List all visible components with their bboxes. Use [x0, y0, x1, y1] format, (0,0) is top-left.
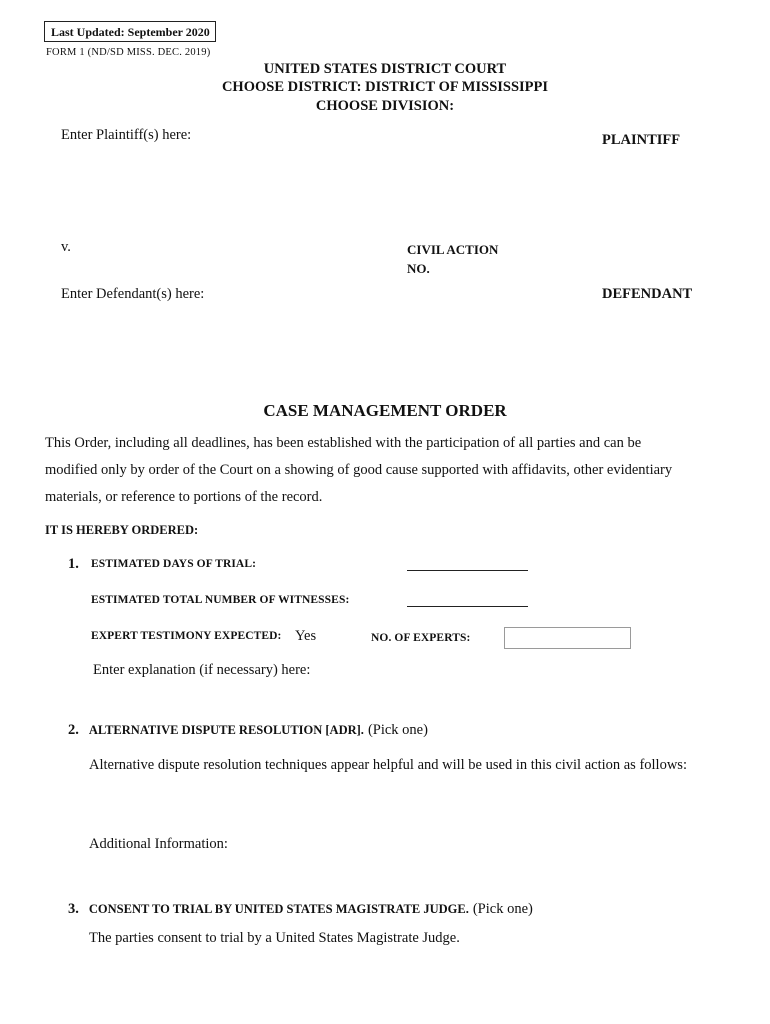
- division-select[interactable]: CHOOSE DIVISION:: [315, 98, 455, 114]
- versus-label: v.: [61, 239, 71, 255]
- defendant-label: DEFENDANT: [602, 286, 693, 302]
- experts-count-input[interactable]: [504, 627, 631, 649]
- adr-additional-info[interactable]: Additional Information:: [89, 836, 228, 852]
- plaintiff-input[interactable]: Enter Plaintiff(s) here:: [61, 127, 192, 143]
- form-id: FORM 1 (ND/SD MISS. DEC. 2019): [46, 47, 211, 58]
- court-name: UNITED STATES DISTRICT COURT: [263, 61, 507, 77]
- intro-line-3: materials, or reference to portions of the record.: [45, 489, 323, 505]
- intro-line-1: This Order, including all deadlines, has been established with the participation of all parties and can be: [45, 435, 642, 451]
- adr-heading: ALTERNATIVE DISPUTE RESOLUTION [ADR].: [88, 723, 364, 737]
- trial-days-label: ESTIMATED DAYS OF TRIAL:: [91, 558, 257, 570]
- trial-days-field[interactable]: [407, 570, 528, 571]
- civil-action-line1: CIVIL ACTION: [407, 242, 499, 257]
- civil-action-label: [407, 240, 498, 278]
- last-updated-box: Last Updated: September 2020: [44, 21, 216, 42]
- plaintiff-label: PLAINTIFF: [602, 132, 681, 148]
- expert-testimony-select[interactable]: Yes: [295, 628, 317, 644]
- section-3-heading: [68, 900, 533, 918]
- section-1-number: 1.: [68, 556, 79, 572]
- consent-body: The parties consent to trial by a United States Magistrate Judge.: [89, 930, 460, 946]
- defendant-input[interactable]: Enter Defendant(s) here:: [61, 286, 205, 302]
- witnesses-label: ESTIMATED TOTAL NUMBER OF WITNESSES:: [91, 594, 350, 606]
- experts-count-label: NO. OF EXPERTS:: [371, 632, 471, 644]
- explanation-input[interactable]: Enter explanation (if necessary) here:: [93, 662, 311, 678]
- intro-line-2: modified only by order of the Court on a showing of good cause supported with affidavits, other evidentiary: [45, 462, 673, 478]
- expert-testimony-label: EXPERT TESTIMONY EXPECTED:: [91, 630, 282, 642]
- adr-pick-select[interactable]: (Pick one): [367, 722, 428, 738]
- witnesses-field[interactable]: [407, 606, 528, 607]
- district-select[interactable]: CHOOSE DISTRICT: DISTRICT OF MISSISSIPPI: [221, 79, 549, 95]
- page-title: CASE MANAGEMENT ORDER: [263, 401, 507, 420]
- civil-action-line2: NO.: [407, 261, 430, 276]
- consent-pick-select[interactable]: (Pick one): [472, 901, 533, 917]
- ordered-heading: IT IS HEREBY ORDERED:: [45, 523, 199, 537]
- adr-body: Alternative dispute resolution techniques appear helpful and will be used in this civil action as follows:: [89, 757, 687, 773]
- section-2-heading: [68, 721, 428, 739]
- consent-heading: CONSENT TO TRIAL BY UNITED STATES MAGISTRATE JUDGE.: [88, 902, 469, 916]
- section-3-number: 3.: [68, 901, 79, 917]
- section-2-number: 2.: [68, 722, 79, 738]
